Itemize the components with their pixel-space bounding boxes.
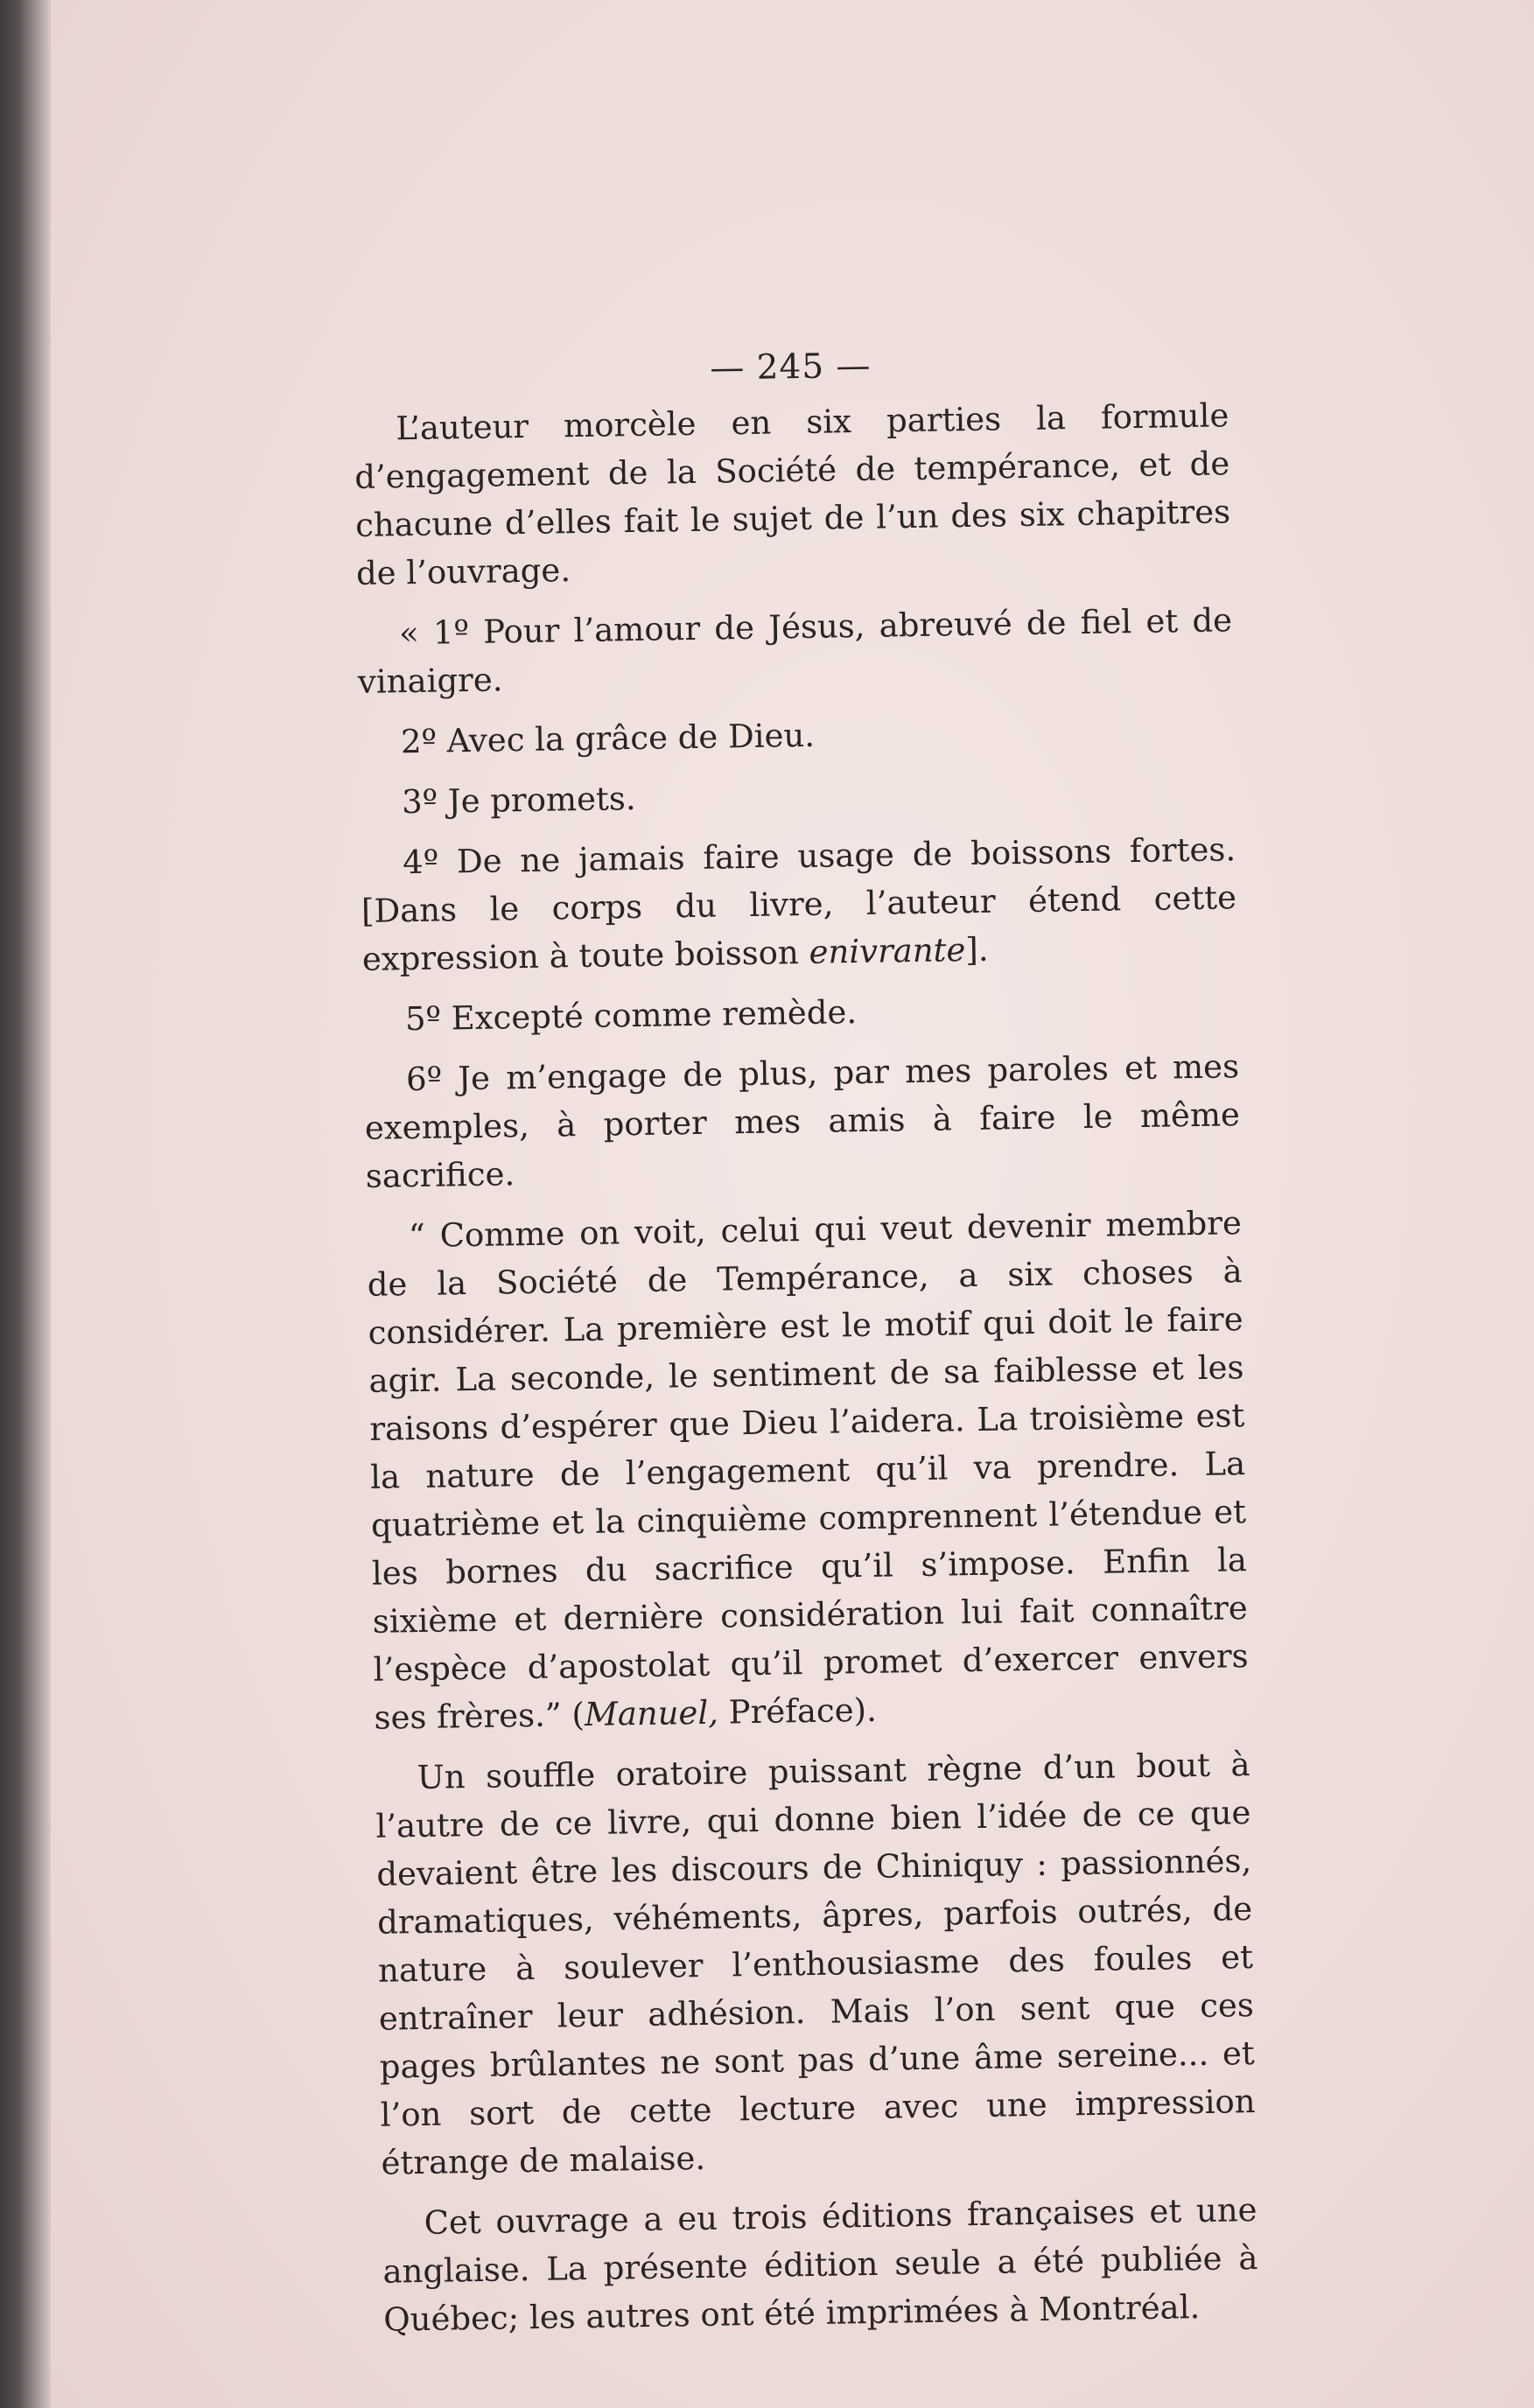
list-item-6: 6º Je m’engage de plus, par mes paroles et mes exemples, à porter mes amis à faire le même sacrifice. [364, 1047, 1241, 1195]
list-item: « 1º Pour l’amour de Jésus, abreuvé de fiel et de vinaigre. [357, 601, 1233, 701]
list-item-4 [361, 825, 1237, 984]
book-page [51, 0, 1534, 2408]
paragraph-intro: L’auteur morcèle en six parties la formule d’engagement de la Société de tempérance, et de chacune d’elles fait le sujet de l’un des six chapitres de l’ouvrage. [354, 396, 1231, 592]
quote-end: Préface). [718, 1690, 878, 1732]
list-item-4-end: ]. [965, 930, 989, 970]
list-item-5: 5º Excepté comme remède. [404, 993, 858, 1039]
list-item: 2º Avec la grâce de Dieu. [400, 716, 816, 761]
quote-text: “ Comme on voit, celui qui veut devenir membre de la Société de Tempérance, a six choses à considérer. La première est le motif qui doit le faire agir. La seconde, le sentiment de sa faiblesse et les raisons d’espérer que Dieu l’aidera. La troisième est la nature de l’engagement qu’il va prendre. La quatrième et la cinquième comprennent l’étendue et les bornes du sacrifice qu’il s’impose. Enfin la sixième et dernière considération lui fait connaître l’espèce d’apostolat qu’il promet d’exercer envers ses frères.” ( [367, 1204, 1249, 1737]
paragraph-editions: Cet ouvrage a eu trois éditions françaises et une anglaise. La présente édition seule a été publiée à Québec; les autres ont été imprimées à Montréal. [382, 2191, 1258, 2339]
page-text-block [353, 336, 1259, 2356]
quote-italic-source: Manuel, [584, 1693, 719, 1734]
list-item-4-italic: enivrante [809, 931, 966, 971]
page-number: — 245 — [709, 346, 872, 388]
binding-gutter [0, 0, 51, 2408]
paragraph-critique: Un souffle oratoire puissant règne d’un bout à l’autre de ce livre, qui donne bien l’idée de ce que devaient être les discours de Chiniquy : passionnés, dramatiques, véhéments, âpres, parfois outrés, de nature à soulever l’enthousiasme des foules et entraîner leur adhésion. Mais l’on sent que ces pages brûlantes ne sont pas d’une âme sereine... et l’on sort de cette lecture avec une impression étrange de malaise. [375, 1746, 1256, 2182]
paragraph-quote [366, 1199, 1249, 1742]
list-item-4-text: 4º De ne jamais faire usage de boissons fortes. [Dans le corps du livre, l’auteur étend cette expression à toute boisson [361, 830, 1237, 978]
list-item: 3º Je promets. [401, 779, 636, 822]
